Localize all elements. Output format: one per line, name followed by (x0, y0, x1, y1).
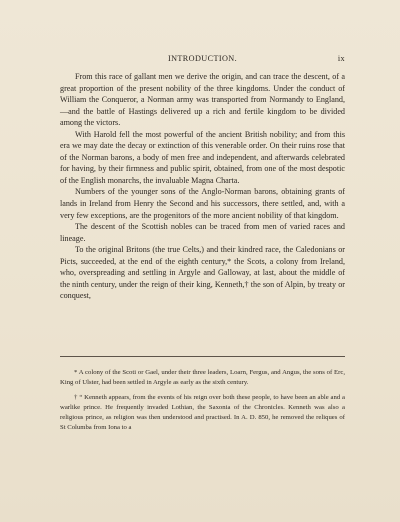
footnote-divider (60, 356, 345, 357)
paragraph: The descent of the Scottish nobles can be traced from men of varied races and lineage. (60, 222, 345, 243)
running-title: INTRODUCTION. (167, 54, 238, 63)
paragraph: From this race of gallant men we derive the origin, and can trace the descent, of a great proportion of the present nobility of the three kingdoms. Under the conduct of William the Conqueror, a Norman army was transported from Normandy to England,—and the battle of Hastings delivered up a rich and fertile kingdom to be divided among the victors. (60, 72, 345, 128)
running-header (60, 54, 345, 66)
footnote: * A colony of the Scoti or Gael, under their three leaders, Loarn, Fergus, and Angus, the sons of Erc, King of Ulster, had been settled in Argyle as early as the sixth century. (60, 369, 345, 386)
footnote: † “ Kenneth appears, from the events of his reign over both these people, to have been an able and a warlike prince. He frequently invaded Lothian, the Saxonia of the Chronicles. Kenneth was also a religious prince, as religion was then understood and practised. In A. D. 850, he removed the reliques of St Columba from Iona to a (60, 394, 345, 431)
paragraph: Numbers of the younger sons of the Anglo-Norman barons, obtaining grants of lands in Ireland from Henry the Second and his successors, there settled, and, with a very few exceptions, are the progenitors of the more ancient nobility of that kingdom. (60, 187, 345, 220)
footnotes (60, 368, 345, 438)
paragraph: To the original Britons (the true Celts,) and their kindred race, the Caledonians or Picts, succeeded, at the end of the eighth century,* the Scots, a colony from Ireland, who, overspreading and settling in Argyle and Galloway, at last, about the middle of the ninth century, under the reign of their king, Kenneth,† the son of Alpin, by treaty or conquest, (60, 245, 345, 301)
page-number: ix (337, 54, 345, 63)
main-text (60, 71, 345, 302)
paragraph: With Harold fell the most powerful of the ancient British nobility; and from this era we may date the decay or extinction of this venerable order. On their ruins rose that of the Norman barons, a body of men free and independent, and afterwards celebrated for having, by their firmness and public spirit, obtained, from one of the most despotic of the English monarchs, the invaluable Magna Charta. (60, 129, 345, 185)
